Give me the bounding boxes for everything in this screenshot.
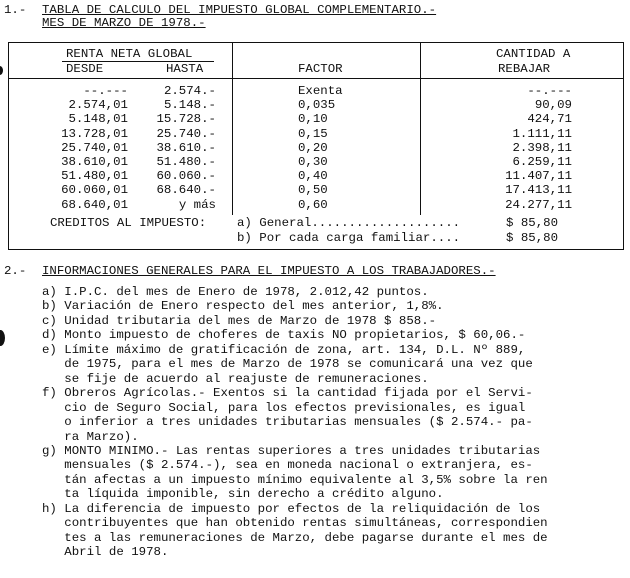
cell-amount: 424,71 xyxy=(527,112,572,127)
list-item: se fije de acuerdo al reajuste de remuneraciones. xyxy=(42,371,429,386)
credit-family-amount: $ 85,80 xyxy=(506,231,559,245)
section-1-number: 1.- xyxy=(4,3,27,17)
list-item: o inferior a tres unidades tributarias mensuales ($ 2.574.- pa- xyxy=(42,415,533,430)
cell-factor: 0,10 xyxy=(298,112,328,127)
list-item: g) MONTO MINIMO.- Las rentas superiores a tres unidades tributarias xyxy=(42,443,541,458)
cell-factor: 0,60 xyxy=(298,197,328,212)
cell-amount: --.--- xyxy=(527,84,572,98)
cell-factor: 0,035 xyxy=(298,98,336,113)
header-to: HASTA xyxy=(166,62,204,76)
section-1-title: TABLA DE CALCULO DEL IMPUESTO GLOBAL COMPLEMENTARIO.- xyxy=(42,3,437,17)
cell-amount: 1.111,11 xyxy=(512,126,572,141)
cell-amount: 24.277,11 xyxy=(505,197,572,212)
cell-from: 60.060,01 xyxy=(61,183,128,198)
list-item: c) Unidad tributaria del mes de Marzo de 1978 $ 858.- xyxy=(42,313,437,328)
header-range-title: RENTA NETA GLOBAL xyxy=(66,47,193,61)
column-divider-range xyxy=(232,43,233,215)
list-item: ra Marzo). xyxy=(42,429,139,444)
cell-amount: 2.398,11 xyxy=(512,140,572,155)
cell-amount: 17.413,11 xyxy=(505,183,572,198)
punch-hole-mark xyxy=(0,330,5,346)
cell-from: 2.574,01 xyxy=(68,98,128,113)
header-amount-line2: REBAJAR xyxy=(498,62,551,76)
list-item: h) La diferencia de impuesto por efectos de la reliquidación de los xyxy=(42,501,541,516)
cell-from: --.--- xyxy=(83,84,128,98)
list-item: de 1975, para el mes de Marzo de 1978 se comunicará una vez que xyxy=(42,357,533,372)
cell-amount: 6.259,11 xyxy=(512,155,572,169)
cell-to: 25.740.- xyxy=(156,126,216,141)
cell-from: 51.480,01 xyxy=(61,169,128,184)
list-item: contribuyentes que han obtenido rentas simultáneas, correspondien xyxy=(42,516,548,531)
credit-family: b) Por cada carga familiar.... xyxy=(237,231,461,245)
cell-factor: 0,50 xyxy=(298,183,328,198)
cell-to: y más xyxy=(178,197,216,212)
section-2-title: INFORMACIONES GENERALES PARA EL IMPUESTO A LOS TRABAJADORES.- xyxy=(42,264,496,278)
list-item: d) Monto impuesto de choferes de taxis NO propietarios, $ 60,06.- xyxy=(42,328,526,343)
header-amount-line1: CANTIDAD A xyxy=(496,47,571,61)
cell-to: 15.728.- xyxy=(156,112,216,127)
list-item: tes a las remuneraciones de Marzo, debe pagarse durante el mes de xyxy=(42,530,548,545)
cell-to: 2.574.- xyxy=(163,84,216,98)
cell-factor: 0,30 xyxy=(298,155,328,169)
cell-to: 38.610.- xyxy=(156,140,216,155)
header-factor: FACTOR xyxy=(298,62,343,76)
cell-from: 68.640,01 xyxy=(61,197,128,212)
header-from: DESDE xyxy=(66,62,104,76)
cell-factor: 0,40 xyxy=(298,169,328,184)
cell-factor: 0,20 xyxy=(298,140,328,155)
list-item: b) Variación de Enero respecto del mes anterior, 1,8%. xyxy=(42,299,444,314)
list-item: Abril de 1978. xyxy=(42,545,169,560)
list-item: f) Obreros Agrícolas.- Exentos si la cantidad fijada por el Servi- xyxy=(42,386,533,401)
cell-factor: 0,15 xyxy=(298,126,328,141)
section-1-subtitle: MES DE MARZO DE 1978.- xyxy=(42,16,206,30)
cell-amount: 11.407,11 xyxy=(505,169,572,184)
list-item: tán afectas a un impuesto mínimo equivalente al 3,5% sobre la ren xyxy=(42,472,548,487)
cell-factor: Exenta xyxy=(298,84,343,98)
cell-amount: 90,09 xyxy=(534,98,572,113)
credit-general: a) General.................... xyxy=(237,216,461,230)
list-item: ta líquida imponible, sin derecho a crédito alguno. xyxy=(42,487,444,502)
column-divider-factor xyxy=(420,43,421,215)
list-item: mensuales ($ 2.574.-), sea en moneda nacional o extranjera, es- xyxy=(42,458,533,473)
cell-from: 38.610,01 xyxy=(61,155,128,169)
section-2-number: 2.- xyxy=(4,264,27,278)
cell-from: 13.728,01 xyxy=(61,126,128,141)
credits-label: CREDITOS AL IMPUESTO: xyxy=(50,216,207,230)
cell-to: 60.060.- xyxy=(156,169,216,184)
cell-to: 5.148.- xyxy=(163,98,216,113)
cell-from: 5.148,01 xyxy=(68,112,128,127)
list-item: cio de Seguro Social, para los efectos previsionales, es igual xyxy=(42,400,526,415)
list-item: e) Límite máximo de gratificación de zona, art. 134, D.L. Nº 889, xyxy=(42,342,526,357)
list-item: a) I.P.C. del mes de Enero de 1978, 2.012,42 puntos. xyxy=(42,285,429,299)
header-divider xyxy=(9,78,623,79)
cell-from: 25.740,01 xyxy=(61,140,128,155)
cell-to: 68.640.- xyxy=(156,183,216,198)
punch-hole-mark xyxy=(0,66,3,75)
cell-to: 51.480.- xyxy=(156,155,216,169)
credit-general-amount: $ 85,80 xyxy=(506,216,559,230)
